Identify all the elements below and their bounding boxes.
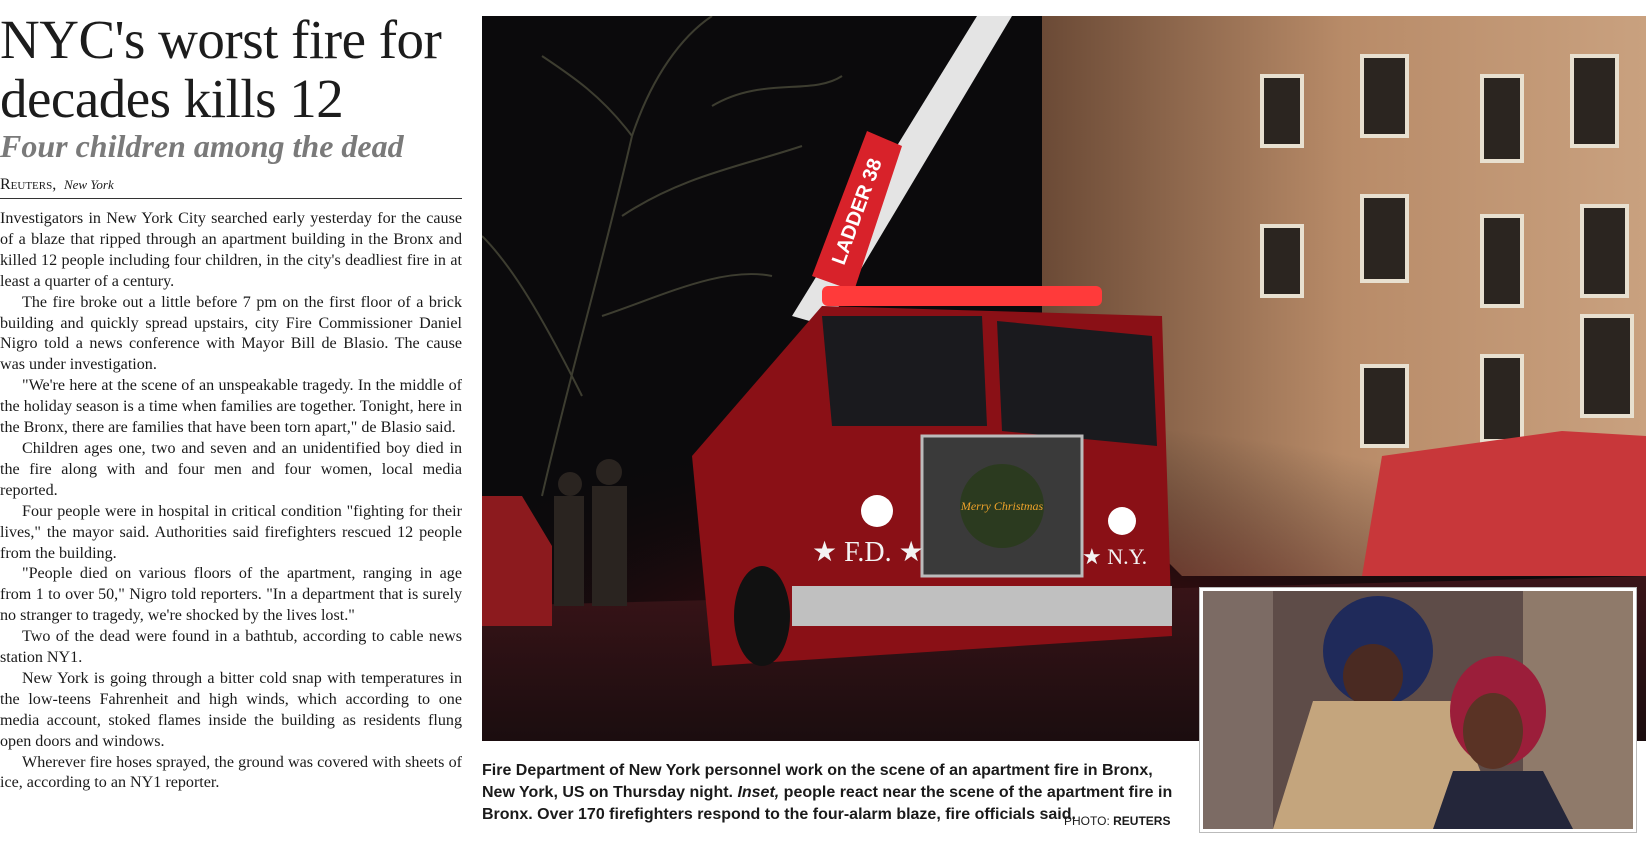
credit-source: REUTERS [1113,814,1171,828]
article-paragraph: "We're here at the scene of an unspeakable tragedy. In the middle of the holiday season is a time when families are together. Tonight, here in the Bronx, there are families that have been torn apart," de Blasio said. [0,377,462,437]
front-wheel [734,566,790,666]
truck-fd-mark: ★ F.D. ★ [812,537,924,568]
inset-photo-mourners [1200,588,1636,832]
credit-label: PHOTO: [1064,814,1110,828]
caption-part1: Fire Department of New York personnel work on the scene of an apartment fire in Bronx, New York, US on Thursday night. [482,762,1153,801]
caption-part2: people react near the scene of the apartment fire in Bronx. Over 170 firefighters respond to the four-alarm blaze, fire officials said. [482,784,1173,823]
inset-illustration [1203,591,1633,829]
article-paragraph: Two of the dead were found in a bathtub, according to cable news station NY1. [0,628,462,667]
article-body [0,209,462,794]
photo-credit [1064,814,1170,828]
byline-rule [0,198,462,199]
byline-place: New York [63,177,114,192]
ladder-label: LADDER 38 [828,155,887,268]
article-paragraph: Investigators in New York City searched early yesterday for the cause of a blaze that ripped through an apartment building in the Bronx and killed 12 people including four children, in the city's deadliest fire in at least a quarter of a century. [0,210,462,290]
article-paragraph: Four people were in hospital in critical condition "fighting for their lives," the mayor said. Authorities said firefighters rescued 12 people from the building. [0,502,462,562]
truck-ny-mark: ★ N.Y. [1082,544,1148,569]
wreath-text: Merry Christmas [960,499,1044,513]
article-paragraph: The fire broke out a little before 7 pm on the first floor of a brick building and quickly spread upstairs, city Fire Commissioner Daniel Nigro told a news conference with Mayor Bill de Blasio. The cause was under investigation. [0,293,462,374]
byline-agency: Reuters, [0,176,57,193]
light-bar [822,286,1102,306]
article-paragraph: Wherever fire hoses sprayed, the ground was covered with sheets of ice, according to an NY1 reporter. [0,753,462,792]
left-headlight [861,495,893,527]
article-paragraph: Children ages one, two and seven and an unidentified boy died in the fire along with and four men and four women, local media reported. [0,439,462,499]
article-paragraph: New York is going through a bitter cold snap with temperatures in the low-teens Fahrenheit and high winds, which according to one media account, stoked flames inside the building as residents flung open doors and windows. [0,669,462,750]
article-paragraph: "People died on various floors of the apartment, ranging in age from 1 to over 50," Nigro told reporters. "In a department that is surely no stranger to tragedy, we're shocked by the lives lost." [0,565,462,625]
headline: NYC's worst fire for decades kills 12 [0,9,442,129]
caption-inset-word: Inset, [737,784,780,801]
right-headlight [1108,507,1136,535]
byline [0,176,114,194]
subhead: Four children among the dead [0,128,404,164]
front-bumper [792,586,1172,626]
